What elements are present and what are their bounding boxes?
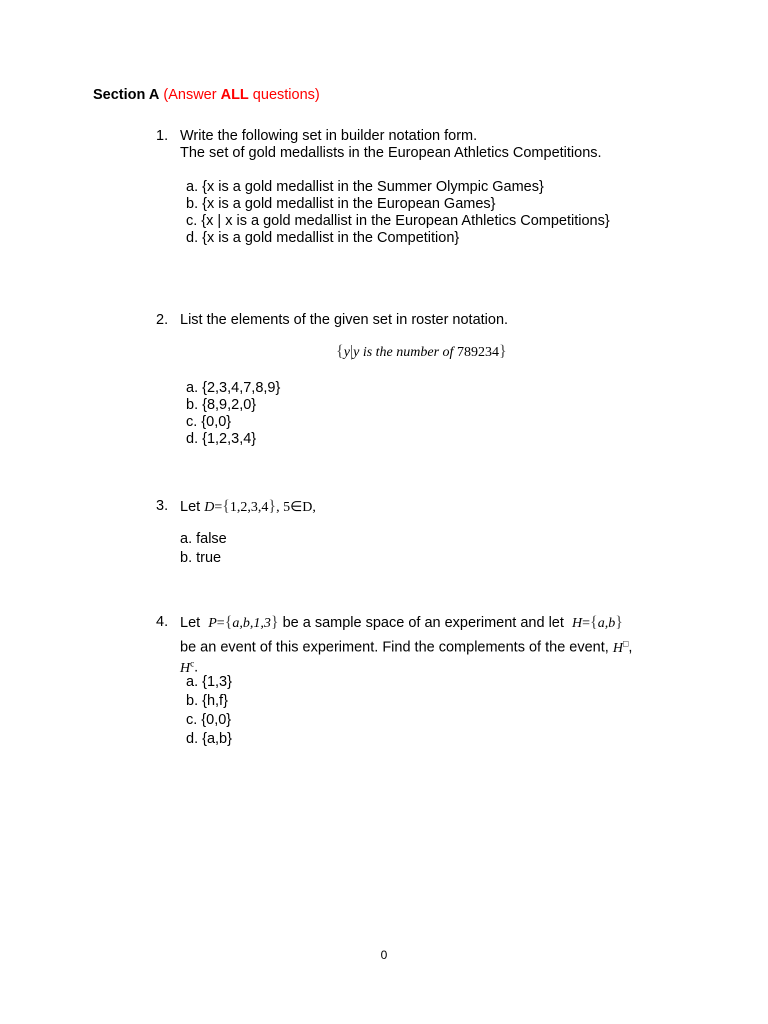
event-expression: H={a,b} — [571, 614, 623, 631]
membership-statement: 5∈D, — [283, 500, 316, 515]
question-2-options — [186, 380, 280, 448]
question-line: Let P={a,b,1,3} be a sample space of an experiment and let H={a,b} — [180, 614, 623, 631]
option-b: b. {x is a gold medallist in the European Games} — [186, 196, 496, 212]
question-number: 1. — [156, 128, 169, 144]
brace-open: { — [336, 343, 344, 360]
option-a: a. {x is a gold medallist in the Summer Olympic Games} — [186, 179, 544, 195]
option-d: d. {x is a gold medallist in the Competition} — [186, 230, 460, 246]
expr-var: y — [343, 345, 350, 360]
question-number: 3. — [156, 498, 169, 514]
question-line: be an event of this experiment. Find the complements of the event, H□, — [180, 638, 633, 656]
set-builder-expression — [336, 343, 507, 361]
question-1-options — [186, 179, 610, 247]
section-heading — [93, 87, 320, 103]
sample-space-expression: P={a,b,1,3} — [208, 614, 279, 631]
question-line: The set of gold medallists in the European Athletics Competitions. — [180, 145, 602, 161]
option-b: b. true — [180, 550, 222, 566]
question-text — [180, 614, 633, 676]
brace-close: } — [498, 343, 507, 360]
set-definition: D={1,2,3,4}, 5∈D, — [204, 498, 316, 515]
option-b: b. {h,f} — [186, 693, 228, 709]
option-d: d. {1,2,3,4} — [186, 431, 257, 447]
option-a: a. false — [180, 531, 227, 547]
complement-symbol-c: $H^c$ — [180, 658, 195, 676]
option-b: b. {8,9,2,0} — [186, 397, 257, 413]
page-number: 0 — [380, 948, 388, 962]
section-instruction: (Answer ALL questions) — [163, 87, 320, 103]
question-line: Write the following set in builder notation form. — [180, 128, 478, 144]
option-c: c. {0,0} — [186, 712, 232, 728]
option-c: c. {x | x is a gold medallist in the European Athletics Competitions} — [186, 213, 610, 229]
expr-text: y is the number of — [353, 345, 454, 360]
option-c: c. {0,0} — [186, 414, 232, 430]
option-a: a. {2,3,4,7,8,9} — [186, 380, 281, 396]
section-title: Section A — [93, 87, 160, 103]
expr-bar: | — [349, 343, 354, 360]
question-prefix: Let — [180, 499, 205, 515]
option-a: a. {1,3} — [186, 674, 232, 690]
question-line: List the elements of the given set in roster notation. — [180, 312, 509, 328]
question-4-options — [186, 674, 232, 750]
question-number: 2. — [156, 312, 169, 328]
expr-value: 789234 — [456, 345, 499, 360]
option-d: d. {a,b} — [186, 731, 232, 747]
complement-symbol: H□ — [612, 638, 629, 656]
question-3-options — [180, 531, 227, 569]
question-line: $H^c$. — [180, 658, 199, 676]
question-text — [180, 498, 316, 516]
question-text — [180, 312, 508, 329]
question-number: 4. — [156, 614, 169, 630]
question-text — [180, 128, 602, 162]
